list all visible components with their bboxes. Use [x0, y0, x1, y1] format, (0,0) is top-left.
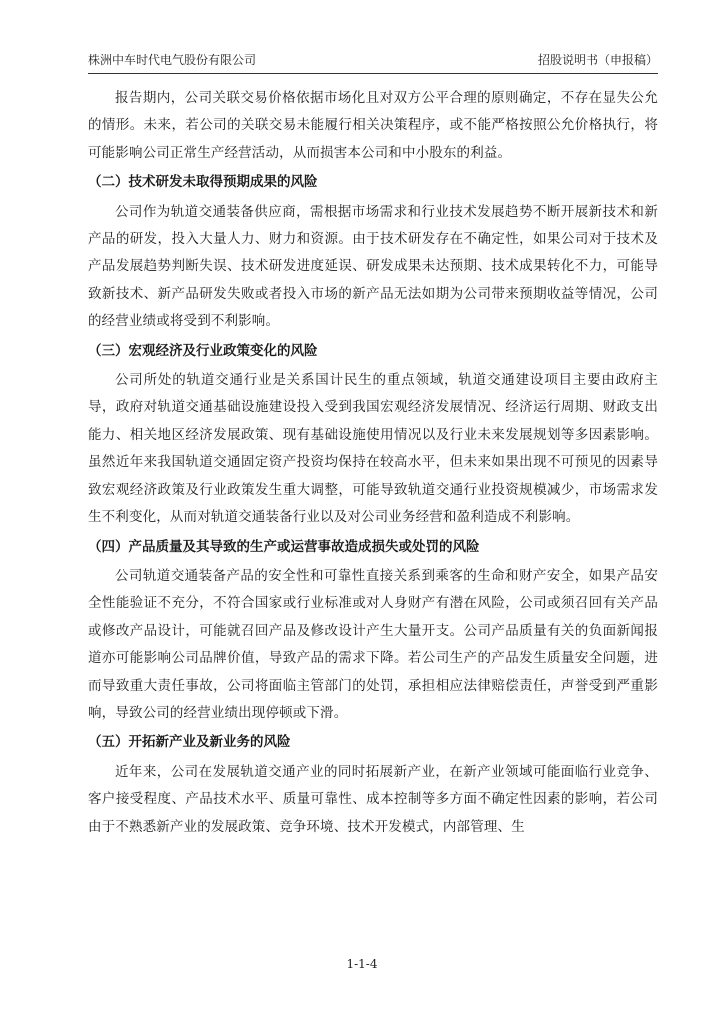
section-3-heading: （三）宏观经济及行业政策变化的风险: [88, 342, 318, 359]
document-body: [88, 85, 658, 841]
section-2-paragraph: 公司作为轨道交通装备供应商，需根据市场需求和行业技术发展趋势不断开展新技术和新产品的研发，投入大量人力、财力和资源。由于技术研发存在不确定性，如果公司对于技术及产品发展趋势判断失误、技术研发进度延误、研发成果未达预期、技术成果转化不力，可能导致新技术、新产品研发失败或者投入市场的新产品无法如期为公司带来预期收益等情况，公司的经营业绩或将受到不利影响。: [88, 203, 658, 330]
intro-paragraph: 报告期内，公司关联交易价格依据市场化且对双方公平合理的原则确定，不存在显失公允的情形。未来，若公司的关联交易未能履行相关决策程序，或不能严格按照公允价格执行，将可能影响公司正常生产经营活动，从而损害本公司和中小股东的利益。: [88, 90, 658, 161]
page-number: 1-1-4: [346, 957, 378, 971]
header-document-type: 招股说明书（申报稿）: [537, 53, 658, 67]
page-header: [88, 51, 658, 71]
header-divider: [88, 73, 658, 74]
section-5-heading: （五）开拓新产业及新业务的风险: [88, 734, 291, 751]
section-4-paragraph: 公司轨道交通装备产品的安全性和可靠性直接关系到乘客的生命和财产安全，如果产品安全性能验证不充分，不符合国家或行业标准或对人身财产有潜在风险，公司或须召回有关产品或修改产品设计，可能就召回产品及修改设计产生大量开支。公司产品质量有关的负面新闻报道亦可能影响公司品牌价值，导致产品的需求下降。若公司生产的产品发生质量安全问题，进而导致重大责任事故，公司将面临主管部门的处罚，承担相应法律赔偿责任，声誉受到严重影响，导致公司的经营业绩出现停顿或下滑。: [88, 567, 658, 721]
header-company-name: 株洲中车时代电气股份有限公司: [88, 53, 257, 67]
section-2-heading: （二）技术研发未取得预期成果的风险: [88, 174, 318, 191]
section-5-paragraph: 近年来，公司在发展轨道交通产业的同时拓展新产业，在新产业领域可能面临行业竞争、客户接受程度、产品技术水平、质量可靠性、成本控制等多方面不确定性因素的影响，若公司由于不熟悉新产业的发展政策、竞争环境、技术开发模式，内部管理、生: [88, 763, 658, 835]
section-3-paragraph: 公司所处的轨道交通行业是关系国计民生的重点领域，轨道交通建设项目主要由政府主导，政府对轨道交通基础设施建设投入受到我国宏观经济发展情况、经济运行周期、财政支出能力、相关地区经济发展政策、现有基础设施使用情况以及行业未来发展规划等多因素影响。虽然近年来我国轨道交通固定资产投资均保持在较高水平，但未来如果出现不可预见的因素导致宏观经济政策及行业政策发生重大调整，可能导致轨道交通行业投资规模减少，市场需求发生不利变化，从而对轨道交通装备行业以及对公司业务经营和盈利造成不利影响。: [88, 372, 658, 526]
section-4-heading: （四）产品质量及其导致的生产或运营事故造成损失或处罚的风险: [88, 538, 480, 555]
